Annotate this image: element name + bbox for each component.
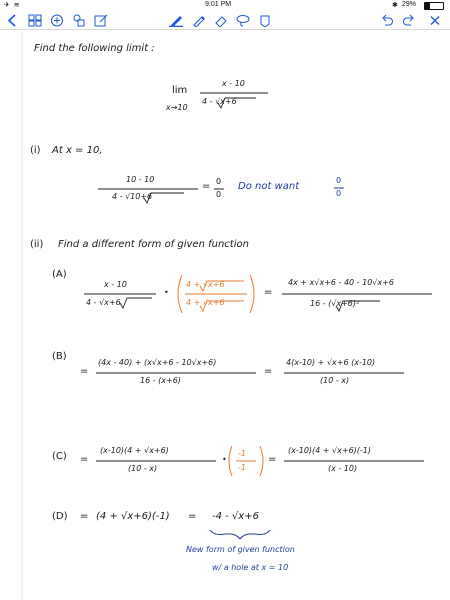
lasso-icon[interactable] [236,14,250,27]
step2-label: (ii) [30,239,44,250]
step1-comment-den: 0 [336,189,342,198]
battery-level: 29% [402,1,417,8]
eraser-icon[interactable] [214,14,228,27]
back-chevron-icon[interactable] [6,14,20,27]
partB-result-num: 4(x-10) + √x+6 (x-10) [286,358,376,367]
partA-conj-den: 4 + √x+6 [186,298,225,307]
clock: 9:01 PM [205,1,232,8]
partD-label: (D) [52,511,68,522]
partB-label: (B) [52,351,67,362]
bluetooth-icon: ✱ [392,2,398,9]
partD-expression: (4 + √x+6)(-1) [96,511,170,522]
step1-comment-num: 0 [336,176,342,185]
edit-icon[interactable] [94,14,108,27]
undo-icon[interactable] [380,14,394,27]
airplane-icon: ✈ ︎ ≋ [4,2,20,9]
add-icon[interactable] [50,14,64,27]
step1-text: At x = 10, [52,145,103,156]
grid-icon[interactable] [28,14,42,27]
partC-mult-num: -1 [238,449,246,458]
partD-equals-2: = [188,511,197,522]
partB-equals-1: = [80,366,89,377]
step1-result-den: 0 [216,190,222,199]
partC-result-num: (x-10)(4 + √x+6)(-1) [288,446,372,455]
partD-note-line1: New form of given function [186,545,295,554]
partC-mult-den: -1 [238,463,246,472]
redo-icon[interactable] [402,14,416,27]
step1-comment: Do not want [238,181,300,192]
battery-icon [424,2,444,10]
pencil-icon[interactable] [192,14,206,27]
partA-result-num: 4x + x√x+6 - 40 - 10√x+6 [288,278,394,287]
step1-equals: = [202,181,211,192]
partC-denominator: (10 - x) [128,464,158,473]
problem-title: Find the following limit : [34,43,155,54]
partB-numerator: (4x - 40) + (x√x+6 - 10√x+6) [98,358,217,367]
partB-denominator: 16 - (x+6) [140,376,181,385]
limit-subscript: x→10 [166,103,188,112]
partC-label: (C) [52,451,67,462]
partA-numerator: x - 10 [104,280,127,289]
note-toolbar [0,11,450,30]
partC-dot: • [222,455,227,464]
shapes-icon[interactable] [72,14,86,27]
step2-text: Find a different form of given function [58,239,249,250]
close-icon[interactable] [428,14,442,27]
partD-equals-1: = [80,511,89,522]
status-bar [0,0,450,11]
pen-icon[interactable] [168,14,184,27]
limit-numerator: x - 10 [222,79,245,88]
partA-result-den: 16 - (√x+6)² [310,299,360,308]
step1-label: (i) [30,145,41,156]
shape-tool-icon[interactable] [258,14,272,27]
step1-denominator: 4 - √10+6 [112,192,153,201]
partD-result: -4 - √x+6 [212,511,259,522]
partA-conj-num: 4 + √x+6 [186,280,225,289]
partA-label: (A) [52,269,67,280]
partC-numerator: (x-10)(4 + √x+6) [100,446,169,455]
partD-note-line2: w/ a hole at x = 10 [212,563,289,572]
partC-equals-1: = [80,454,89,465]
partB-result-den: (10 - x) [320,376,350,385]
step1-numerator: 10 - 10 [126,175,155,184]
partA-denominator: 4 - √x+6 [86,298,121,307]
partC-equals-2: = [268,454,277,465]
limit-operator: lim [172,85,188,96]
partC-result-den: (x - 10) [328,464,358,473]
partA-equals: = [264,287,273,298]
step1-result-num: 0 [216,177,222,186]
partB-equals-2: = [264,366,273,377]
limit-denominator: 4 - √x+6 [202,97,237,106]
partA-dot: • [164,288,169,297]
note-page[interactable] [0,31,450,600]
